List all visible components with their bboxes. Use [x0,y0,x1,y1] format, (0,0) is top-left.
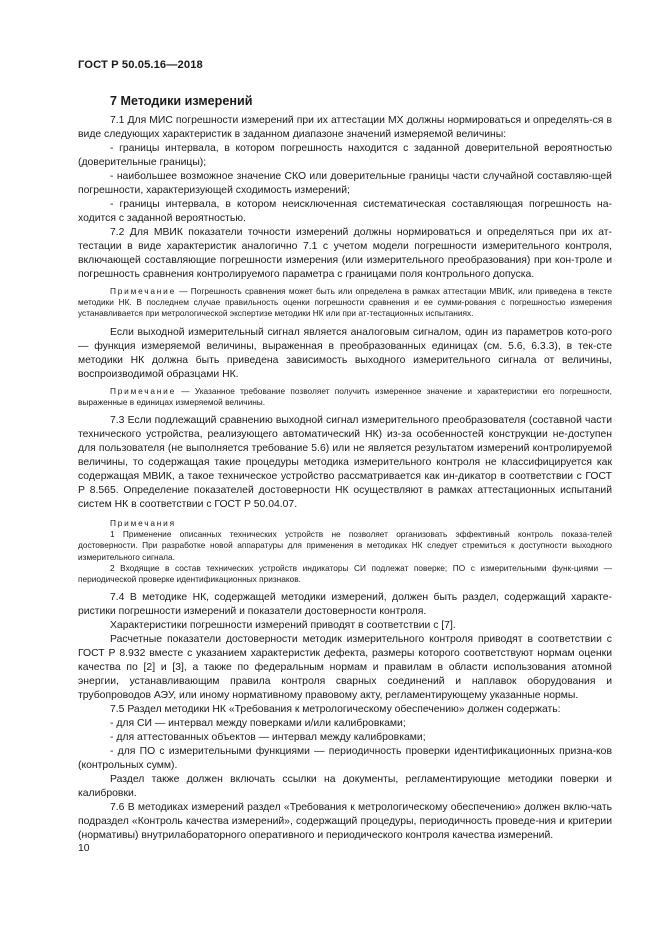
note-item-1: 1 Применение описанных технических устройств не позволяет организовать эффективный контроль показа-телей достоверности. При разработке новой аппаратуры для применения в методиках НК следует стремиться к доступности выходного измерительного сигнала. [78,529,612,562]
list-item: - границы интервала, в котором погрешность находится с заданной доверительной вероятностью (доверительные границы); [78,143,612,168]
document-header: ГОСТ Р 50.05.16—2018 [78,59,203,71]
paragraph: Характеристики погрешности измерений приводят в соответствии с [7]. [110,620,456,632]
paragraph: Расчетные показатели достоверности методик измерительного контроля приводят в соответствии с ГОСТ Р 8.932 вместе с указанием характеристик дефекта, размеры которого соответствуют нормам оценки качества по [2] и [3], а также по федеральным нормам и правилам в области использования атомной энергии, устанавливающим правила контроля сварных соединений и наплавок оборудования и трубопроводов АЭУ, или иному нормативному правовому акту, регламентирующему указанные нормы. [78,634,612,702]
note-2 [78,386,612,408]
list-item: - для аттестованных объектов — интервал между калибровками; [110,732,426,744]
note-label: Примечание [110,385,177,396]
paragraph-7-6: 7.6 В методиках измерений раздел «Требования к метрологическому обеспечению» должен вклю-чать подраздел «Контроль качества измерений», содержащий процедуры, периодичность проведе-ния и критерии (нормативы) внутрилабораторного оперативного и периодического контроля качества измерений. [78,802,612,842]
paragraph-7-2: 7.2 Для МВИК показатели точности измерений должны нормироваться и определяться при их ат-тестации в виде характеристик аналогично 7.1 с учетом модели погрешности измерительного контроля, включающей составляющие погрешности измерения (или измерительного преобразования) при кон-троле и погрешность сравнения контролируемого параметра с границами поля контрольного допуска. [78,227,612,280]
list-item: - границы интервала, в котором неисключенная систематическая составляющая погрешность на-ходится с заданной вероятностью. [78,199,612,224]
notes-heading: Примечания [110,518,176,529]
page-content [78,94,612,843]
paragraph-7-3: 7.3 Если подлежащий сравнению выходной сигнал измерительного преобразователя (составной части технического устройства, реализующего автоматический НК) из-за особенностей конструкции не-доступен для пользователя (не выполняется требование 5.6) или не является результатом измерений контролируемой величины, то содержащая такие процедуры методика измерительного контроля не классифицируется как содержащая МВИК, а такое техническое устройство рассматривается как ин-дикатор в соответствии с ГОСТ Р 8.565. Определение показателей достоверности НК осуществляют в рамках аттестационных испытаний систем НК в соответствии с ГОСТ Р 50.04.07. [78,415,612,511]
paragraph-7-5: 7.5 Раздел методики НК «Требования к метрологическому обеспечению» должен содержать: [110,704,561,716]
note-item-2: 2 Входящие в состав технических устройств индикаторы СИ подлежат поверке; ПО с измерительными функ-циями — периодической проверке идентификационных признаков. [78,562,612,585]
section-title: 7 Методики измерений [110,94,253,108]
paragraph-7-1: 7.1 Для МИС погрешности измерений при их аттестации МХ должны нормироваться и определять-ся в виде следующих характеристик в заданном диапазоне значений измеряемой величины: [78,115,612,140]
note-text: — Погрешность сравнения может быть или определена в рамках аттестации МВИК, или приведена в тексте методики НК. В последнем случае правильность оценки погрешности сравнения и ее сумми-рования с погрешностью измерения устанавливается при метрологической экспертизе методики НК или при ат-тестационных испытаниях. [78,286,612,319]
list-item: - для ПО с измерительными функциями — периодичность проверки идентификационных призна-ков (контрольных сумм). [78,746,612,772]
note-text: — Указанное требование позволяет получить измеренное значение и характеристики его погрешности, выраженные в единицах измеряемой величины. [78,385,612,407]
paragraph-7-4: 7.4 В методике НК, содержащей методики измерений, должен быть раздел, содержащий характе-ристики погрешности измерений и показатели достоверности контроля. [78,592,612,618]
note-label: Примечание [110,286,177,296]
page-number: 10 [78,843,90,854]
list-item: - для СИ — интервал между поверками и/или калибровками; [110,718,406,730]
paragraph-output-signal: Если выходной измерительный сигнал является аналоговым сигналом, один из параметров кото-рого — функция измеряемой величины, выраженная в преобразованных единицах (см. 5.6, 6.3.3), в тек-сте методики НК должна быть приведена зависимость выходного измерительного сигнала от величины, воспроизводимой образцами НК. [78,326,612,380]
list-item: - наибольшее возможное значение СКО или доверительные границы части случайной составляю-щей погрешности, характеризующей сходимость измерений; [78,171,612,196]
paragraph: Раздел также должен включать ссылки на документы, регламентирующие методики поверки и калибровки. [78,774,612,800]
note-1 [78,286,612,320]
